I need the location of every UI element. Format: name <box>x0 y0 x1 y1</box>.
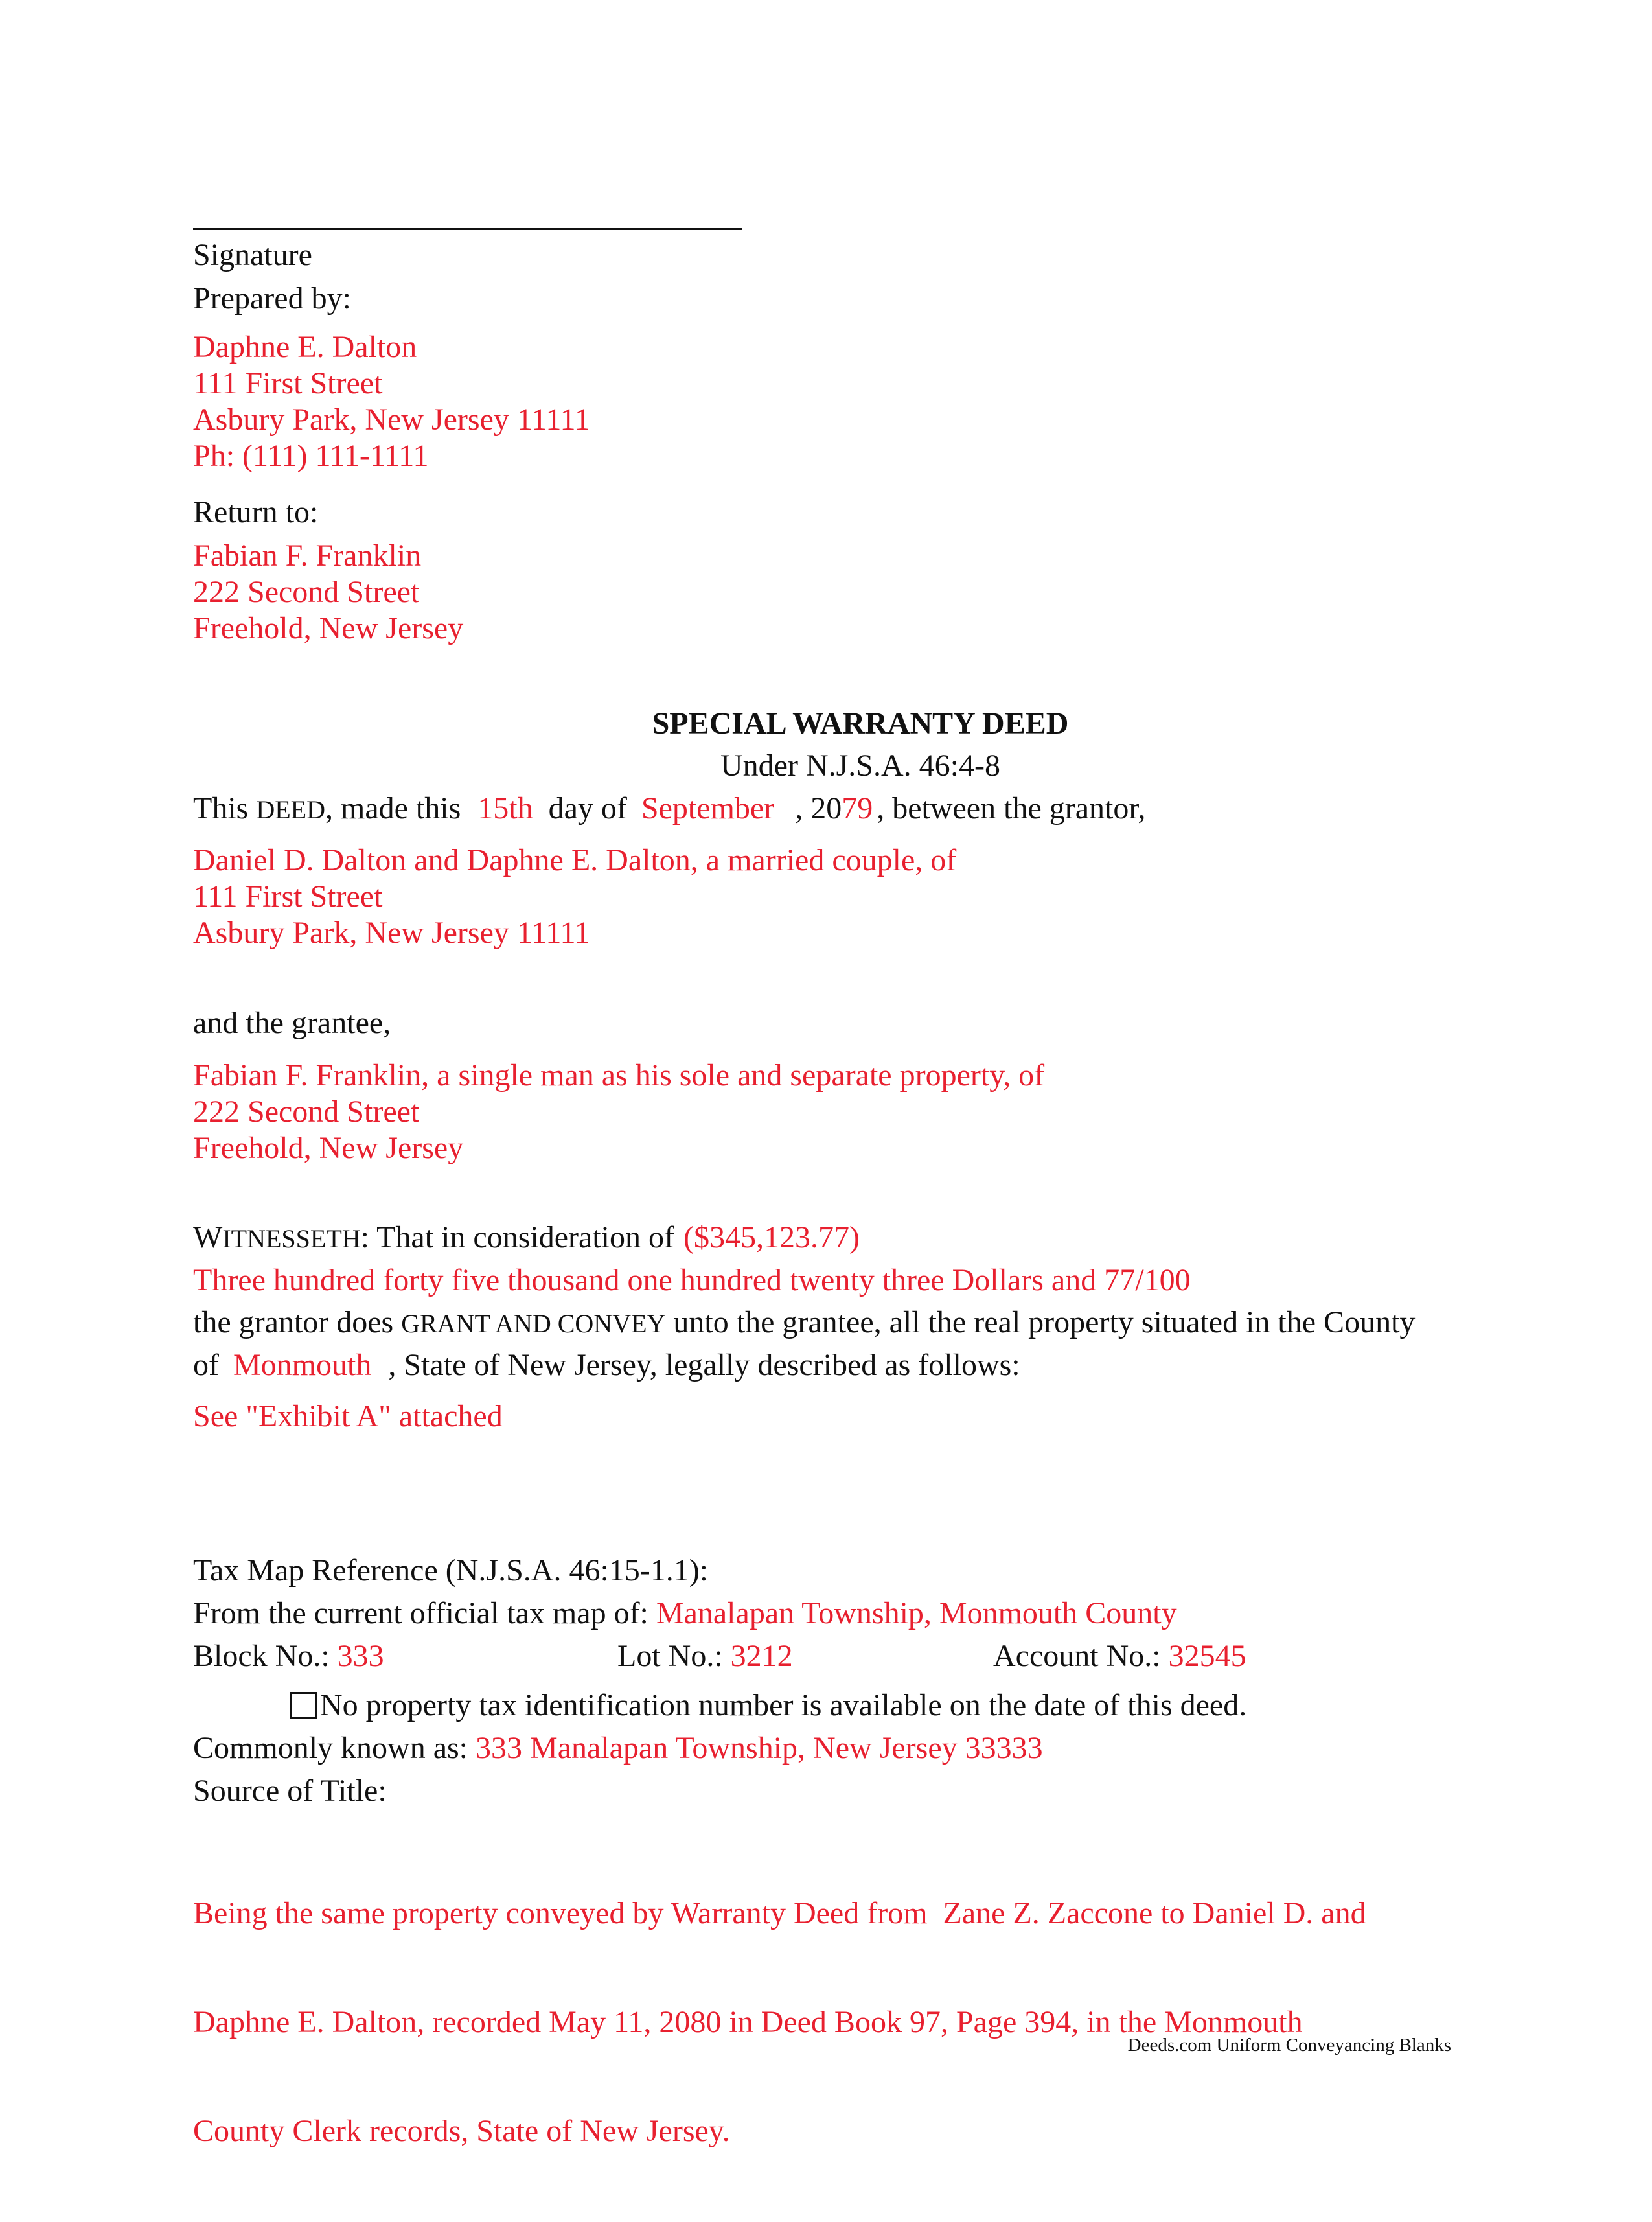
grant-and-convey-text: GRANT AND CONVEY <box>401 1309 666 1338</box>
return-to-name: Fabian F. Franklin <box>193 538 422 573</box>
source-of-title-label: Source of Title: <box>193 1774 387 1808</box>
account-label: Account No.: <box>993 1639 1161 1673</box>
document-title: SPECIAL WARRANTY DEED <box>652 706 1069 741</box>
deed-made-this-text: , made this <box>325 791 461 826</box>
deed-word: DEED <box>256 795 325 824</box>
tax-map-from-value: Manalapan Township, Monmouth County <box>656 1596 1177 1630</box>
document-subtitle: Under N.J.S.A. 46:4-8 <box>720 748 1000 783</box>
grantee-city: Freehold, New Jersey <box>193 1131 464 1165</box>
block-label: Block No.: <box>193 1639 330 1673</box>
legal-description: See "Exhibit A" attached <box>193 1399 503 1433</box>
source-of-title-block <box>193 1823 1366 2222</box>
no-tax-id-text: No property tax identification number is available on the date of this deed. <box>320 1688 1247 1722</box>
deed-month-value: September <box>641 791 775 826</box>
grantor-street: 111 First Street <box>193 879 383 914</box>
deed-date-line <box>193 787 1145 831</box>
grantor-city: Asbury Park, New Jersey 11111 <box>193 916 590 950</box>
grantor-name: Daniel D. Dalton and Daphne E. Dalton, a married couple, of <box>193 843 957 877</box>
county-value: Monmouth <box>233 1348 372 1382</box>
deed-year-value: 79 <box>842 791 873 826</box>
grantee-name: Fabian F. Franklin, a single man as his sole and separate property, of <box>193 1058 1045 1093</box>
conveyance-line-2 <box>193 1344 1020 1387</box>
deed-this-text: This <box>193 791 257 826</box>
conveyance-state-text: , State of New Jersey, legally described as follows: <box>388 1348 1020 1382</box>
source-line-3: County Clerk records, State of New Jersey. <box>193 2114 730 2148</box>
consideration-amount: ($345,123.77) <box>683 1220 860 1255</box>
deed-day-of-text: day of <box>548 791 627 826</box>
account-value: 32545 <box>1168 1639 1246 1673</box>
consideration-words: Three hundred forty five thousand one hundred twenty three Dollars and 77/100 <box>193 1263 1191 1297</box>
grantee-street: 222 Second Street <box>193 1094 420 1129</box>
signature-label: Signature <box>193 238 312 272</box>
tax-map-from-label: From the current official tax map of: <box>193 1596 648 1630</box>
signature-line <box>193 228 742 230</box>
tax-map-heading: Tax Map Reference (N.J.S.A. 46:15-1.1): <box>193 1553 709 1588</box>
witnesseth-word: ITNESSETH <box>222 1224 361 1253</box>
block-field <box>193 1635 384 1678</box>
deed-year-prefix: , 20 <box>795 791 842 826</box>
conveyance-line-1 <box>193 1301 1415 1345</box>
prepared-by-label: Prepared by: <box>193 281 351 316</box>
source-line-1: Being the same property conveyed by Warranty Deed from Zane Z. Zaccone to Daniel D. and <box>193 1896 1366 1930</box>
prepared-by-block <box>193 329 590 474</box>
account-field <box>993 1635 1246 1678</box>
tax-map-from-line <box>193 1592 1177 1635</box>
grantee-label: and the grantee, <box>193 1006 391 1040</box>
return-to-label: Return to: <box>193 495 319 529</box>
conveyance-of-text: of <box>193 1348 219 1382</box>
commonly-known-label: Commonly known as: <box>193 1731 468 1765</box>
grantee-block <box>193 1058 1044 1166</box>
no-tax-id-checkbox[interactable] <box>290 1692 317 1719</box>
footer-text: Deeds.com Uniform Conveyancing Blanks <box>1127 2035 1451 2055</box>
return-to-block <box>193 538 463 647</box>
return-to-city: Freehold, New Jersey <box>193 611 464 645</box>
lot-label: Lot No.: <box>617 1639 723 1673</box>
deed-day-value: 15th <box>477 791 533 826</box>
prepared-by-city: Asbury Park, New Jersey 11111 <box>193 402 590 437</box>
grantor-block <box>193 842 956 951</box>
lot-field <box>617 1635 793 1678</box>
commonly-known-line <box>193 1727 1043 1770</box>
return-to-street: 222 Second Street <box>193 575 420 609</box>
witnesseth-text: : That in consideration of <box>360 1220 674 1255</box>
conveyance-grantor-does: the grantor does <box>193 1305 394 1339</box>
lot-value: 3212 <box>730 1639 793 1673</box>
prepared-by-street: 111 First Street <box>193 366 383 400</box>
witnesseth-line <box>193 1216 860 1260</box>
source-line-2: Daphne E. Dalton, recorded May 11, 2080 in Deed Book 97, Page 394, in the Monmouth <box>193 2005 1303 2039</box>
witnesseth-initial: W <box>193 1220 223 1255</box>
prepared-by-name: Daphne E. Dalton <box>193 330 417 364</box>
conveyance-unto-text: unto the grantee, all the real property situated in the County <box>673 1305 1416 1339</box>
block-value: 333 <box>337 1639 384 1673</box>
deed-between-text: , between the grantor, <box>877 791 1146 826</box>
commonly-known-value: 333 Manalapan Township, New Jersey 33333 <box>476 1731 1043 1765</box>
prepared-by-phone: Ph: (111) 111-1111 <box>193 439 429 473</box>
